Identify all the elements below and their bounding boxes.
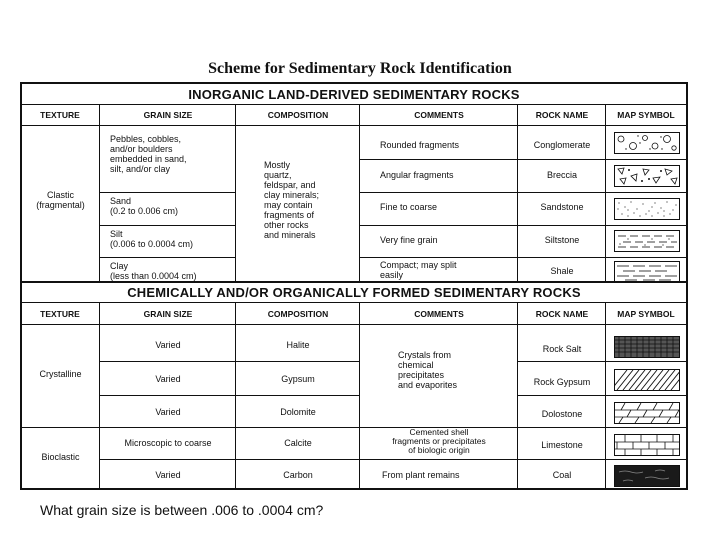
divider <box>517 361 686 362</box>
comment-crystals <box>398 350 516 390</box>
grain-size-varied: Varied <box>155 340 181 350</box>
composition-halite: Halite <box>286 340 310 350</box>
divider <box>359 192 686 193</box>
rock-name-breccia: Breccia <box>546 170 577 180</box>
text-line: embedded in sand, <box>110 154 187 164</box>
limestone-symbol-icon <box>614 434 680 456</box>
text-line: Silt <box>110 229 123 239</box>
grain-size-varied: Varied <box>155 374 181 384</box>
text-line: Pebbles, cobbles, <box>110 134 182 144</box>
divider <box>235 104 236 281</box>
header-grain-size: GRAIN SIZE <box>143 110 193 120</box>
composition-clastic <box>264 160 356 240</box>
header-composition: COMPOSITION <box>267 110 329 120</box>
divider <box>99 257 235 258</box>
grain-size-microscopic: Microscopic to coarse <box>124 438 212 448</box>
header-composition: COMPOSITION <box>267 309 329 319</box>
header-rock-name: ROCK NAME <box>535 110 589 120</box>
section2-title: CHEMICALLY AND/OR ORGANICALLY FORMED SEDIMENTARY ROCKS <box>127 285 581 300</box>
comment-fine-coarse: Fine to coarse <box>380 202 438 212</box>
grain-size-silt <box>110 229 232 249</box>
divider <box>22 281 686 283</box>
text-line: and minerals <box>264 230 316 240</box>
sandstone-symbol-icon <box>614 198 680 220</box>
header-comments: COMMENTS <box>414 110 464 120</box>
text-line: quartz, <box>264 170 292 180</box>
rock-name-conglomerate: Conglomerate <box>533 140 591 150</box>
text-line: feldspar, and <box>264 180 316 190</box>
page-title: Scheme for Sedimentary Rock Identification <box>208 60 512 77</box>
dolostone-symbol-icon <box>614 402 680 424</box>
text-line: of biologic origin <box>408 445 470 455</box>
text-line: fragments of <box>264 210 315 220</box>
texture-sublabel: (fragmental) <box>36 200 85 210</box>
rock-name-shale: Shale <box>550 266 574 276</box>
text-line: (less than 0.0004 cm) <box>110 271 197 281</box>
text-line: fragments or precipitates <box>392 436 486 446</box>
grain-size-sand <box>110 196 232 216</box>
header-grain-size: GRAIN SIZE <box>143 309 193 319</box>
section1-title: INORGANIC LAND-DERIVED SEDIMENTARY ROCKS <box>188 87 520 102</box>
composition-calcite: Calcite <box>284 438 312 448</box>
divider <box>359 225 686 226</box>
rock-salt-symbol-icon <box>614 336 680 358</box>
text-line: clay minerals; <box>264 190 320 200</box>
header-texture: TEXTURE <box>40 110 80 120</box>
text-line: silt, and/or clay <box>110 164 171 174</box>
divider <box>359 302 360 488</box>
text-line: easily <box>380 270 404 280</box>
text-line: Cemented shell <box>409 427 469 437</box>
rock-identification-table <box>20 82 688 490</box>
text-line: Compact; may split <box>380 260 457 270</box>
comment-compact <box>380 260 516 280</box>
grain-size-pebbles <box>110 134 232 174</box>
comment-plant: From plant remains <box>382 470 460 480</box>
divider <box>359 257 686 258</box>
composition-carbon: Carbon <box>283 470 313 480</box>
text-line: Clay <box>110 261 129 271</box>
text-line: Crystals from <box>398 350 452 360</box>
divider <box>99 395 359 396</box>
text-line: and/or boulders <box>110 144 173 154</box>
rock-name-dolostone: Dolostone <box>541 409 583 419</box>
texture-label: Clastic <box>46 190 74 200</box>
comment-very-fine: Very fine grain <box>380 235 438 245</box>
text-line: and evaporites <box>398 380 458 390</box>
divider <box>99 192 235 193</box>
header-comments: COMMENTS <box>414 309 464 319</box>
header-map-symbol: MAP SYMBOL <box>617 110 675 120</box>
divider <box>22 302 686 303</box>
text-line: Sand <box>110 196 132 206</box>
text-line: precipitates <box>398 370 445 380</box>
breccia-symbol-icon <box>614 165 680 187</box>
divider <box>99 361 359 362</box>
composition-dolomite: Dolomite <box>280 407 316 417</box>
divider <box>22 324 686 325</box>
rock-name-siltstone: Siltstone <box>544 235 580 245</box>
text-line: chemical <box>398 360 434 370</box>
conglomerate-symbol-icon <box>614 132 680 154</box>
comment-angular: Angular fragments <box>380 170 454 180</box>
comment-shell <box>360 428 518 455</box>
grain-size-varied: Varied <box>155 470 181 480</box>
rock-name-sandstone: Sandstone <box>540 202 584 212</box>
question-text: What grain size is between .006 to .0004 cm? <box>40 502 324 518</box>
texture-bioclastic: Bioclastic <box>41 452 80 462</box>
rock-name-rock-gypsum: Rock Gypsum <box>533 377 591 387</box>
shale-symbol-icon <box>614 261 680 283</box>
texture-clastic <box>22 190 99 210</box>
rock-name-coal: Coal <box>552 470 572 480</box>
rock-name-limestone: Limestone <box>541 440 583 450</box>
coal-symbol-icon <box>614 465 680 487</box>
divider <box>359 159 686 160</box>
header-map-symbol: MAP SYMBOL <box>617 309 675 319</box>
siltstone-symbol-icon <box>614 230 680 252</box>
divider <box>22 427 686 428</box>
text-line: Mostly <box>264 160 291 170</box>
header-texture: TEXTURE <box>40 309 80 319</box>
composition-gypsum: Gypsum <box>281 374 315 384</box>
divider <box>22 125 686 126</box>
text-line: (0.006 to 0.0004 cm) <box>110 239 194 249</box>
divider <box>99 225 235 226</box>
divider <box>99 459 686 460</box>
rock-gypsum-symbol-icon <box>614 369 680 391</box>
text-line: other rocks <box>264 220 309 230</box>
header-rock-name: ROCK NAME <box>535 309 589 319</box>
comment-rounded: Rounded fragments <box>380 140 460 150</box>
grain-size-varied: Varied <box>155 407 181 417</box>
text-line: may contain <box>264 200 313 210</box>
divider <box>517 395 686 396</box>
rock-name-rock-salt: Rock Salt <box>542 344 582 354</box>
divider <box>22 104 686 105</box>
grain-size-clay <box>110 261 232 281</box>
text-line: (0.2 to 0.006 cm) <box>110 206 179 216</box>
texture-crystalline: Crystalline <box>39 369 82 379</box>
